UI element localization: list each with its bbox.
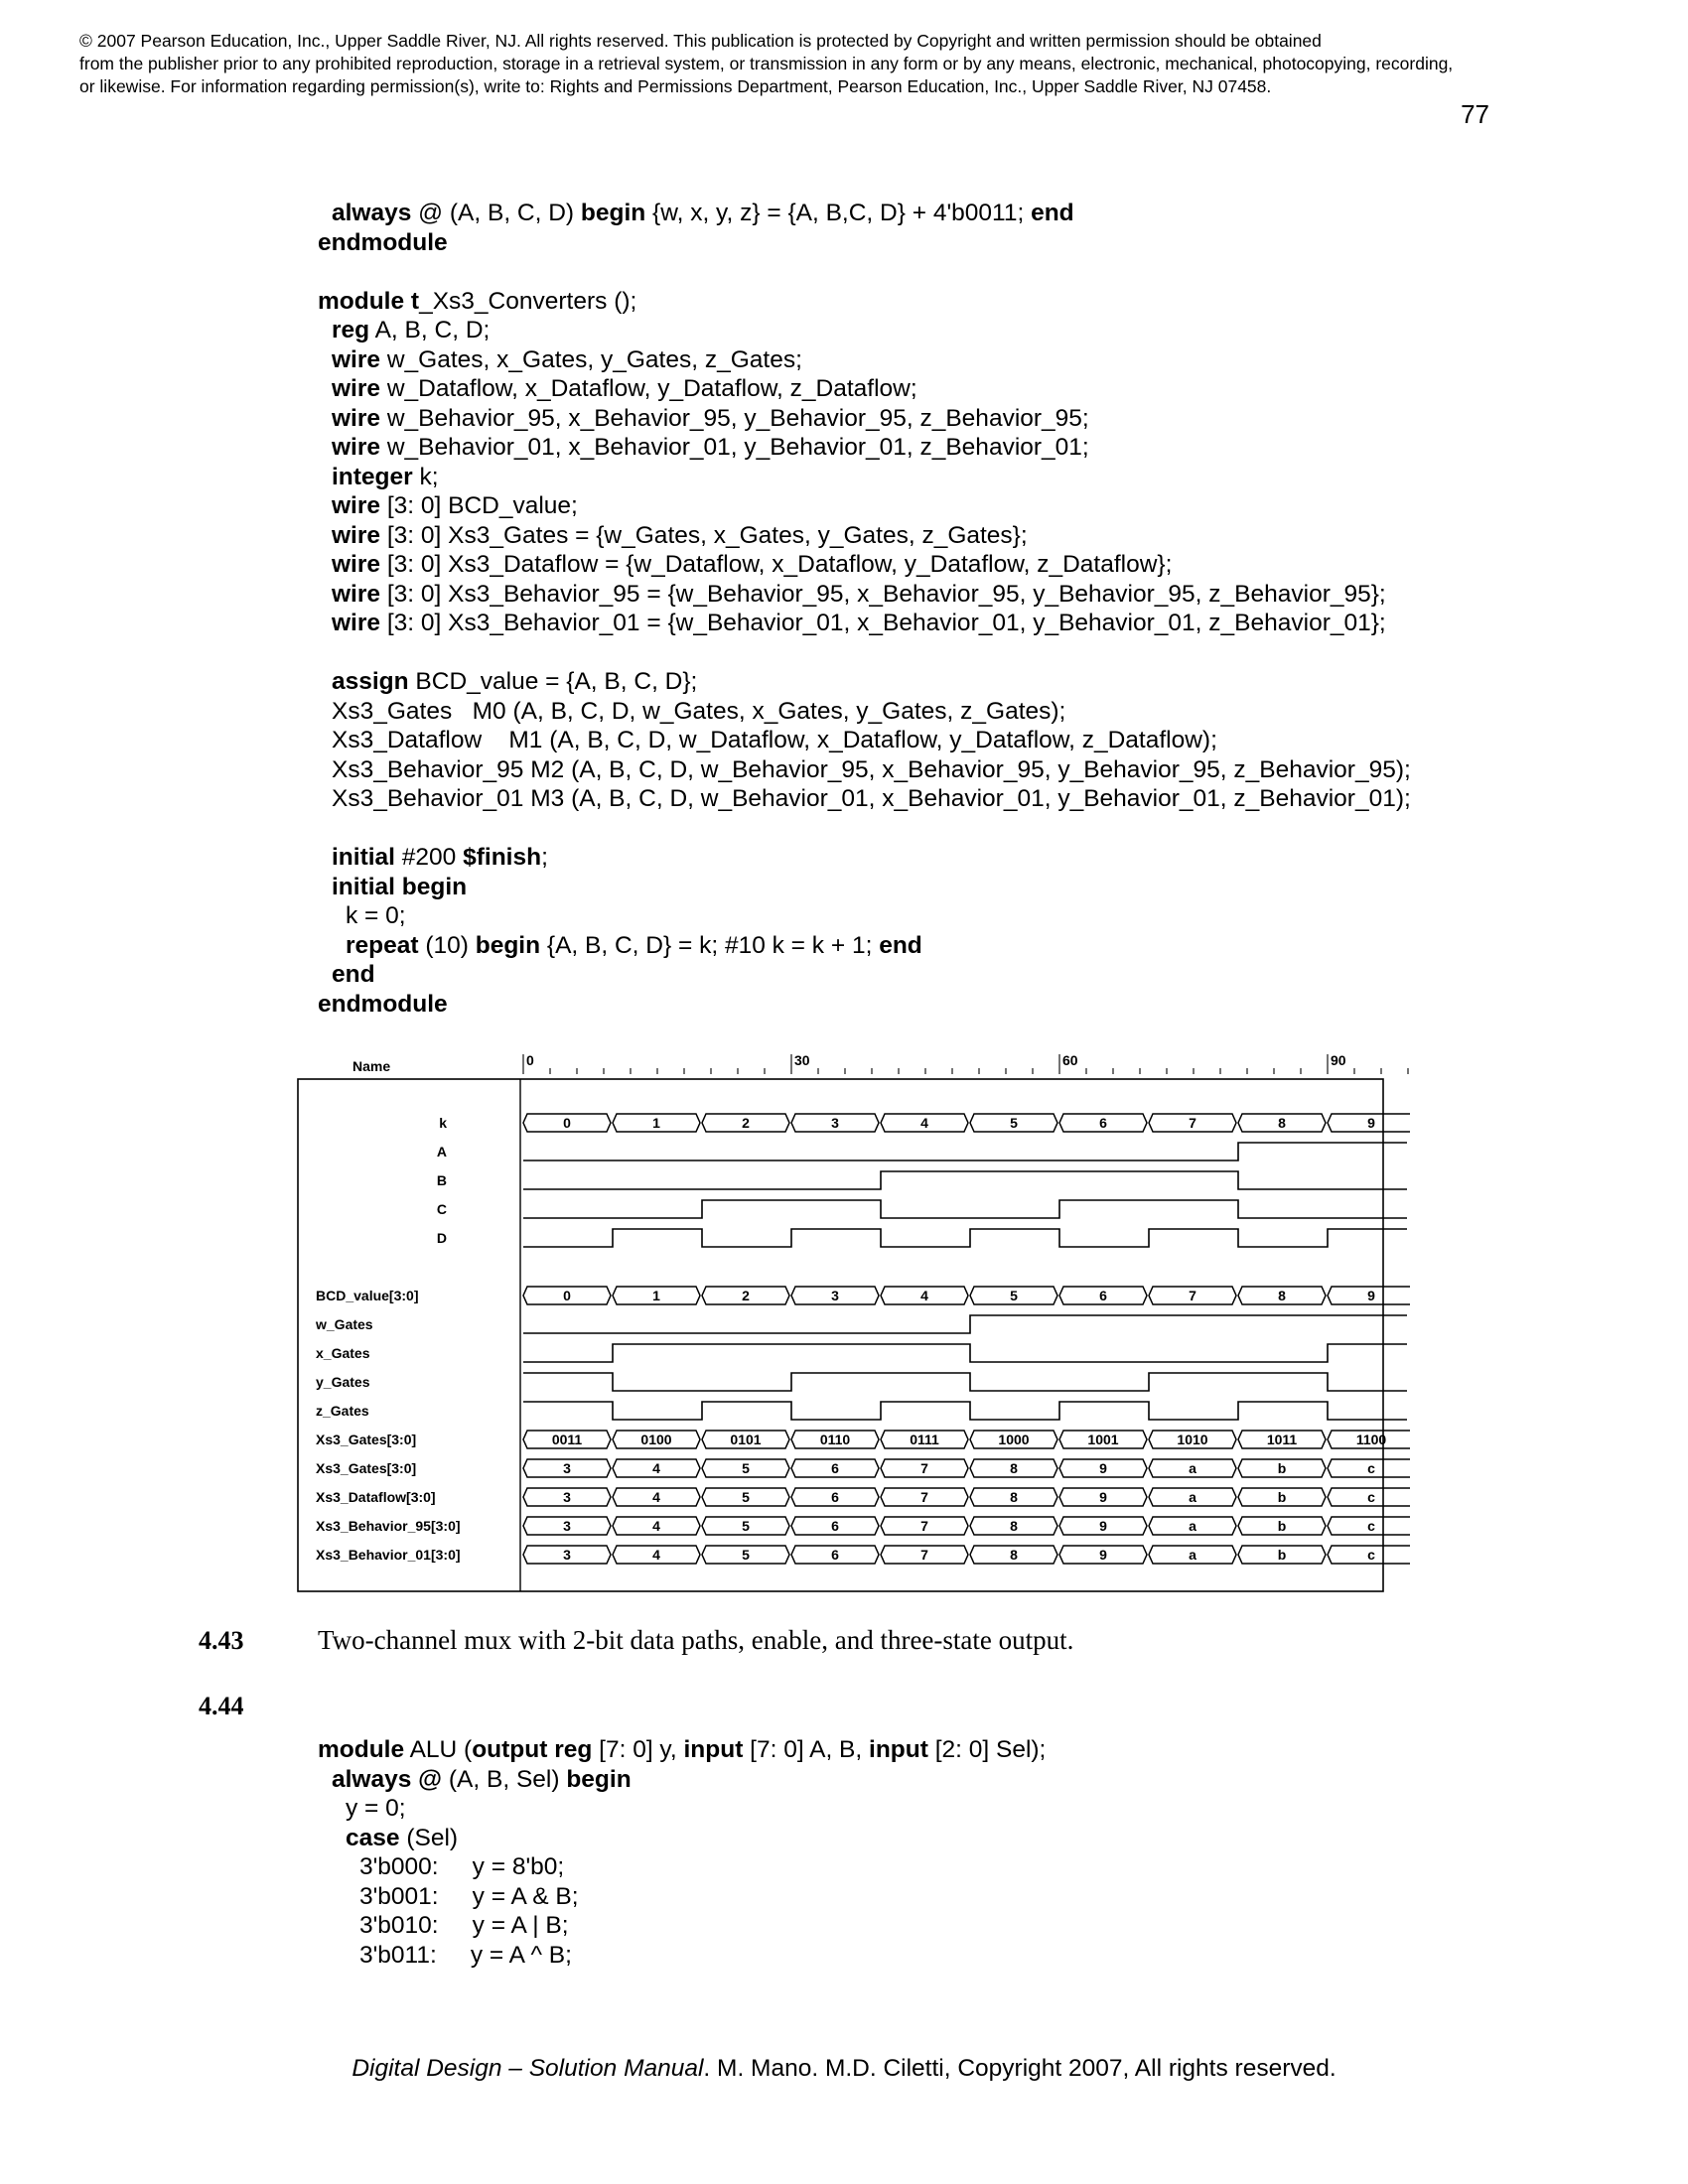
code-text: {w, x, y, z} = {A, B,C, D} + 4'b0011; xyxy=(645,200,1032,226)
bus-value: b xyxy=(1277,1547,1287,1563)
bus-value: 9 xyxy=(1099,1489,1107,1505)
code-text: 3'b010: y = A | B; xyxy=(359,1912,569,1939)
bus-value: 1 xyxy=(652,1115,660,1131)
bus-value: 1001 xyxy=(1087,1432,1119,1447)
bus-value: 5 xyxy=(742,1518,750,1534)
code-keyword: integer xyxy=(332,463,413,490)
code-line xyxy=(318,374,1411,404)
bit-waveform xyxy=(523,1200,1407,1218)
code-line xyxy=(318,784,1411,814)
code-line xyxy=(318,463,1411,492)
page-number: 77 xyxy=(1461,99,1489,129)
bus-value: 6 xyxy=(1099,1288,1107,1303)
code-text: [3: 0] BCD_value; xyxy=(380,492,578,519)
code-text: [3: 0] Xs3_Behavior_95 = {w_Behavior_95, x_Behavior_95, y_Behavior_95, z_Behavior_95}; xyxy=(380,580,1386,608)
code-line xyxy=(318,1735,1046,1765)
code-line xyxy=(318,814,1411,844)
code-line xyxy=(318,199,1411,228)
signal-name: Xs3_Gates[3:0] xyxy=(316,1460,417,1476)
code-text: [3: 0] Xs3_Gates = {w_Gates, x_Gates, y_Gates, z_Gates}; xyxy=(380,521,1028,549)
signal-name: Xs3_Gates[3:0] xyxy=(316,1432,417,1447)
signal-name: x_Gates xyxy=(316,1345,370,1361)
code-keyword: input xyxy=(869,1736,928,1763)
code-keyword: always xyxy=(332,200,412,226)
bus-value: 6 xyxy=(831,1518,839,1534)
problem-text-4-43: Two-channel mux with 2-bit data paths, enable, and three-state output. xyxy=(318,1625,1074,1655)
code-text: (Sel) xyxy=(399,1824,459,1851)
signal-name: z_Gates xyxy=(316,1403,369,1419)
code-text: [3: 0] Xs3_Behavior_01 = {w_Behavior_01, x_Behavior_01, y_Behavior_01, z_Behavior_01}; xyxy=(380,610,1386,636)
bus-value: 7 xyxy=(920,1547,928,1563)
bus-value: 1 xyxy=(652,1288,660,1303)
bus-value: 3 xyxy=(831,1115,839,1131)
bus-value: a xyxy=(1189,1547,1196,1563)
bus-value: 4 xyxy=(652,1547,660,1563)
bus-value: 4 xyxy=(920,1288,928,1303)
code-line xyxy=(318,931,1411,961)
code-line xyxy=(318,990,1411,1020)
bus-value: 5 xyxy=(1010,1115,1018,1131)
code-keyword: wire xyxy=(332,434,381,461)
bus-value: 3 xyxy=(563,1547,571,1563)
code-line xyxy=(318,228,1411,258)
code-keyword: wire xyxy=(332,345,381,373)
time-label: 0 xyxy=(526,1052,534,1068)
code-text: w_Dataflow, x_Dataflow, y_Dataflow, z_Dataflow; xyxy=(380,375,917,402)
time-label: 30 xyxy=(794,1052,810,1068)
code-keyword: wire xyxy=(332,404,381,432)
time-label: 90 xyxy=(1331,1052,1346,1068)
code-line xyxy=(318,550,1411,580)
bus-value: 1010 xyxy=(1177,1432,1208,1447)
bus-value: 4 xyxy=(920,1115,928,1131)
code-line xyxy=(318,609,1411,638)
code-keyword: endmodule xyxy=(318,990,448,1018)
code-line xyxy=(318,1824,1046,1853)
code-text: w_Behavior_95, x_Behavior_95, y_Behavior_95, z_Behavior_95; xyxy=(380,404,1089,432)
code-text: w_Behavior_01, x_Behavior_01, y_Behavior_01, z_Behavior_01; xyxy=(380,434,1089,461)
code-keyword: case xyxy=(346,1824,400,1851)
code-keyword: assign xyxy=(332,668,409,695)
time-label: 60 xyxy=(1062,1052,1078,1068)
bus-value: 0110 xyxy=(819,1432,851,1447)
code-text: ALU ( xyxy=(404,1736,473,1763)
code-text: [7: 0] y, xyxy=(592,1736,684,1763)
code-text: 3'b001: y = A & B; xyxy=(359,1882,579,1910)
code-keyword: wire xyxy=(332,375,381,402)
bus-value: 9 xyxy=(1099,1518,1107,1534)
bus-value: 3 xyxy=(563,1518,571,1534)
bus-value: 7 xyxy=(1189,1288,1196,1303)
bus-value: b xyxy=(1277,1460,1287,1476)
bus-value: a xyxy=(1189,1460,1196,1476)
bus-value: 7 xyxy=(1189,1115,1196,1131)
code-line xyxy=(318,901,1411,931)
bus-value: 5 xyxy=(1010,1288,1018,1303)
code-line xyxy=(318,667,1411,697)
code-line xyxy=(318,287,1411,317)
code-text: BCD_value = {A, B, C, D}; xyxy=(408,668,698,695)
bus-value: 5 xyxy=(742,1547,750,1563)
bit-waveform xyxy=(523,1143,1407,1160)
code-keyword: wire xyxy=(332,521,381,549)
name-header: Name xyxy=(352,1058,391,1074)
bus-value: 3 xyxy=(831,1288,839,1303)
code-keyword: begin xyxy=(475,931,541,959)
code-text: (10) xyxy=(418,931,476,959)
verilog-testbench-code xyxy=(318,199,1411,1019)
code-text: #200 xyxy=(394,844,464,871)
code-keyword: repeat xyxy=(346,931,419,959)
bus-value: 9 xyxy=(1367,1115,1375,1131)
code-keyword: $finish xyxy=(463,844,542,871)
code-keyword: begin xyxy=(580,200,646,226)
problem-number-4-43: 4.43 xyxy=(199,1626,244,1655)
bus-value: 4 xyxy=(652,1489,660,1505)
code-text: y = 0; xyxy=(346,1795,406,1822)
code-keyword: input xyxy=(683,1736,744,1763)
code-text: {A, B, C, D} = k; #10 k = k + 1; xyxy=(540,931,880,959)
code-keyword: endmodule xyxy=(318,228,448,256)
timing-diagram xyxy=(288,1052,1410,1618)
bus-value: 7 xyxy=(920,1489,928,1505)
diagram-frame xyxy=(298,1079,1383,1591)
bus-value: 0111 xyxy=(910,1432,939,1447)
bus-value: 6 xyxy=(1099,1115,1107,1131)
signal-name: D xyxy=(436,1230,447,1246)
bus-value: b xyxy=(1277,1489,1287,1505)
code-text: A, B, C, D; xyxy=(369,317,491,343)
code-text: [3: 0] Xs3_Dataflow = {w_Dataflow, x_Dataflow, y_Dataflow, z_Dataflow}; xyxy=(380,551,1173,578)
code-text: [2: 0] Sel); xyxy=(927,1736,1047,1763)
code-line xyxy=(318,755,1411,785)
code-keyword: end xyxy=(1031,200,1074,226)
bus-value: 2 xyxy=(742,1115,750,1131)
code-keyword: always @ xyxy=(332,1765,443,1793)
verilog-alu-code xyxy=(318,1735,1046,1970)
code-keyword: wire xyxy=(332,551,381,578)
code-line xyxy=(318,638,1411,668)
code-keyword: end xyxy=(879,931,922,959)
bus-value: 0 xyxy=(563,1115,571,1131)
bus-value: 0100 xyxy=(640,1432,672,1447)
bus-value: 9 xyxy=(1099,1547,1107,1563)
bus-value: 8 xyxy=(1010,1518,1018,1534)
code-line xyxy=(318,1765,1046,1795)
signal-name: y_Gates xyxy=(316,1374,370,1390)
bus-value: 1011 xyxy=(1266,1432,1298,1447)
code-keyword: module t xyxy=(318,287,420,315)
code-text: Xs3_Gates M0 (A, B, C, D, w_Gates, x_Gates, y_Gates, z_Gates); xyxy=(332,697,1066,725)
code-keyword: module xyxy=(318,1736,405,1763)
code-keyword: begin xyxy=(566,1765,632,1793)
bus-value: 0101 xyxy=(730,1432,762,1447)
page-footer xyxy=(0,2055,1688,2083)
code-line xyxy=(318,316,1411,345)
code-line xyxy=(318,1941,1046,1971)
code-keyword: wire xyxy=(332,610,381,636)
signal-name: BCD_value[3:0] xyxy=(316,1288,419,1303)
code-line xyxy=(318,1911,1046,1941)
copyright-line: or likewise. For information regarding permission(s), write to: Rights and Permissions Department, Pearson Education, Inc., Upper Saddle River, NJ 07458. xyxy=(79,76,1272,96)
bus-value: 6 xyxy=(831,1489,839,1505)
code-line xyxy=(318,257,1411,287)
bus-value: c xyxy=(1367,1518,1375,1534)
bus-value: 2 xyxy=(742,1288,750,1303)
bus-value: 8 xyxy=(1278,1115,1286,1131)
signal-name: Xs3_Dataflow[3:0] xyxy=(316,1489,436,1505)
bus-value: 4 xyxy=(652,1460,660,1476)
bus-value: 4 xyxy=(652,1518,660,1534)
code-line xyxy=(318,843,1411,873)
signal-name: Xs3_Behavior_95[3:0] xyxy=(316,1518,461,1534)
bus-value: 5 xyxy=(742,1489,750,1505)
footer-credits: . M. Mano. M.D. Ciletti, Copyright 2007, All rights reserved. xyxy=(703,2055,1336,2082)
code-text: k; xyxy=(412,463,439,490)
bus-value: 0011 xyxy=(551,1432,583,1447)
bit-waveform xyxy=(523,1373,1407,1391)
code-text: Xs3_Behavior_01 M3 (A, B, C, D, w_Behavior_01, x_Behavior_01, y_Behavior_01, z_Behavior_01); xyxy=(332,785,1411,812)
code-line xyxy=(318,697,1411,727)
code-line xyxy=(318,960,1411,990)
code-keyword: reg xyxy=(332,317,370,343)
bus-value: b xyxy=(1277,1518,1287,1534)
bus-value: 8 xyxy=(1010,1547,1018,1563)
bus-value: a xyxy=(1189,1518,1196,1534)
bit-waveform xyxy=(523,1171,1407,1189)
code-line xyxy=(318,404,1411,434)
signal-name: A xyxy=(436,1144,447,1160)
bus-value: c xyxy=(1367,1489,1375,1505)
code-line xyxy=(318,580,1411,610)
copyright-notice xyxy=(79,30,1628,98)
code-line xyxy=(318,491,1411,521)
code-text: @ (A, B, C, D) xyxy=(411,200,581,226)
problem-number-4-44: 4.44 xyxy=(199,1692,244,1720)
bus-value: 1000 xyxy=(998,1432,1030,1447)
code-text: Xs3_Behavior_95 M2 (A, B, C, D, w_Behavior_95, x_Behavior_95, y_Behavior_95, z_Behavior_95); xyxy=(332,755,1411,783)
code-line xyxy=(318,1852,1046,1882)
bus-value: c xyxy=(1367,1547,1375,1563)
code-line xyxy=(318,1794,1046,1824)
bus-value: 9 xyxy=(1367,1288,1375,1303)
code-text: [7: 0] A, B, xyxy=(743,1736,870,1763)
signal-name: Xs3_Behavior_01[3:0] xyxy=(316,1547,461,1563)
code-text: ; xyxy=(541,844,548,871)
footer-book-title: Digital Design – Solution Manual xyxy=(352,2055,704,2082)
code-text: k = 0; xyxy=(346,902,406,929)
code-text: _Xs3_Converters (); xyxy=(419,287,637,315)
signal-name: w_Gates xyxy=(316,1316,373,1332)
bit-waveform xyxy=(523,1229,1407,1247)
bus-value: 1100 xyxy=(1355,1432,1387,1447)
code-text: w_Gates, x_Gates, y_Gates, z_Gates; xyxy=(380,345,802,373)
bus-value: 3 xyxy=(563,1489,571,1505)
code-keyword: initial xyxy=(332,844,395,871)
copyright-line: from the publisher prior to any prohibited reproduction, storage in a retrieval system, or transmission in any form or by any means, electronic, mechanical, photocopying, recording, xyxy=(79,54,1454,73)
bus-value: 7 xyxy=(920,1518,928,1534)
bus-value: 6 xyxy=(831,1460,839,1476)
bus-value: 3 xyxy=(563,1460,571,1476)
code-keyword: output reg xyxy=(472,1736,593,1763)
bus-value: 0 xyxy=(563,1288,571,1303)
code-line xyxy=(318,521,1411,551)
code-line xyxy=(318,726,1411,755)
bus-value: 8 xyxy=(1010,1489,1018,1505)
bus-value: a xyxy=(1189,1489,1196,1505)
bus-value: 5 xyxy=(742,1460,750,1476)
bit-waveform xyxy=(523,1344,1407,1362)
code-text: 3'b011: y = A ^ B; xyxy=(359,1941,572,1969)
code-text: (A, B, Sel) xyxy=(442,1765,567,1793)
copyright-line: © 2007 Pearson Education, Inc., Upper Saddle River, NJ. All rights reserved. This publication is protected by Copyright and written permission should be obtained xyxy=(79,31,1322,51)
code-keyword: initial begin xyxy=(332,873,468,900)
code-keyword: end xyxy=(332,961,375,988)
bus-value: 8 xyxy=(1010,1460,1018,1476)
code-line xyxy=(318,433,1411,463)
bit-waveform xyxy=(523,1402,1407,1420)
signal-name: C xyxy=(436,1201,447,1217)
code-keyword: wire xyxy=(332,580,381,608)
signal-name: B xyxy=(436,1172,447,1188)
bus-value: 8 xyxy=(1278,1288,1286,1303)
bus-value: 7 xyxy=(920,1460,928,1476)
code-line xyxy=(318,873,1411,902)
signal-name: k xyxy=(439,1115,447,1131)
code-text: Xs3_Dataflow M1 (A, B, C, D, w_Dataflow, x_Dataflow, y_Dataflow, z_Dataflow); xyxy=(332,727,1217,753)
bus-value: 9 xyxy=(1099,1460,1107,1476)
bit-waveform xyxy=(523,1315,1407,1333)
code-text: 3'b000: y = 8'b0; xyxy=(359,1853,565,1880)
code-line xyxy=(318,1882,1046,1912)
code-keyword: wire xyxy=(332,492,381,519)
bus-value: 6 xyxy=(831,1547,839,1563)
bus-value: c xyxy=(1367,1460,1375,1476)
code-line xyxy=(318,345,1411,375)
